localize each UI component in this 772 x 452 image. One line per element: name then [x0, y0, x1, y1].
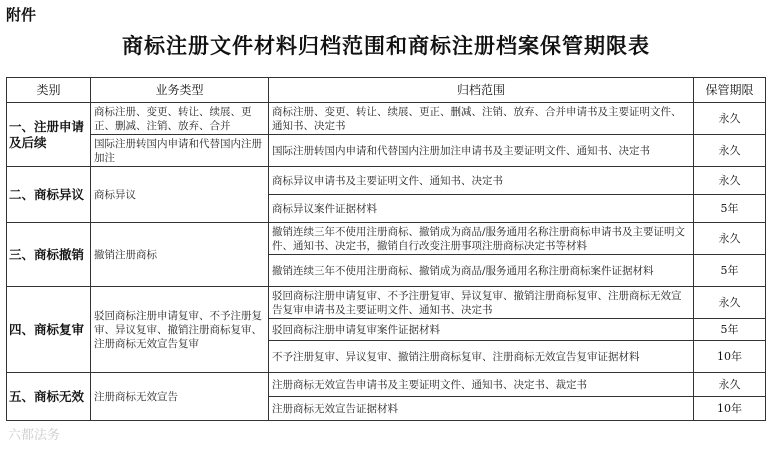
period-cell: 5年 [694, 195, 766, 223]
business-cell: 国际注册转国内申请和代替国内注册加注 [91, 135, 269, 167]
scope-cell: 注册商标无效宣告证据材料 [269, 397, 694, 421]
category-cell: 四、商标复审 [7, 287, 91, 373]
scope-cell: 国际注册转国内申请和代替国内注册加注申请书及主要证明文件、通知书、决定书 [269, 135, 694, 167]
table-row [7, 167, 766, 195]
scope-cell: 撤销连续三年不使用注册商标、撤销成为商品/服务通用名称注册商标案件证据材料 [269, 255, 694, 287]
header-archive-scope: 归档范围 [269, 78, 694, 103]
scope-cell: 商标注册、变更、转让、续展、更正、删减、注销、放弃、合并申请书及主要证明文件、通知书、决定书 [269, 103, 694, 135]
scope-cell: 商标异议案件证据材料 [269, 195, 694, 223]
period-cell: 永久 [694, 135, 766, 167]
scope-cell: 驳回商标注册申请复审、不予注册复审、异议复审、撤销注册商标复审、注册商标无效宣告复审申请书及主要证明文件、通知书、决定书 [269, 287, 694, 319]
attachment-label: 附件 [6, 6, 37, 24]
scope-cell: 撤销连续三年不使用注册商标、撤销成为商品/服务通用名称注册商标申请书及主要证明文件、通知书、决定书，撤销自行改变注册事项注册商标决定书等材料 [269, 223, 694, 255]
table-row [7, 287, 766, 319]
business-cell: 商标注册、变更、转让、续展、更正、删减、注销、放弃、合并 [91, 103, 269, 135]
business-cell: 注册商标无效宣告 [91, 373, 269, 421]
category-cell: 二、商标异议 [7, 167, 91, 223]
scope-cell: 注册商标无效宣告申请书及主要证明文件、通知书、决定书、裁定书 [269, 373, 694, 397]
category-cell: 三、商标撤销 [7, 223, 91, 287]
table-row [7, 103, 766, 135]
business-cell: 驳回商标注册申请复审、不予注册复审、异议复审、撤销注册商标复审、注册商标无效宣告复审 [91, 287, 269, 373]
table-header-row [7, 78, 766, 103]
table-row [7, 373, 766, 397]
category-cell: 一、注册申请及后续 [7, 103, 91, 167]
period-cell: 永久 [694, 287, 766, 319]
retention-table [6, 77, 766, 421]
page-title: 商标注册文件材料归档范围和商标注册档案保管期限表 [122, 33, 650, 58]
business-cell: 商标异议 [91, 167, 269, 223]
business-cell: 撤销注册商标 [91, 223, 269, 287]
period-cell: 永久 [694, 167, 766, 195]
header-retention: 保管期限 [694, 78, 766, 103]
header-category: 类别 [7, 78, 91, 103]
table-row [7, 135, 766, 167]
period-cell: 永久 [694, 103, 766, 135]
table-row [7, 223, 766, 255]
period-cell: 10年 [694, 341, 766, 373]
period-cell: 5年 [694, 255, 766, 287]
scope-cell: 商标异议申请书及主要证明文件、通知书、决定书 [269, 167, 694, 195]
scope-cell: 驳回商标注册申请复审案件证据材料 [269, 319, 694, 341]
category-cell: 五、商标无效 [7, 373, 91, 421]
header-business-type: 业务类型 [91, 78, 269, 103]
watermark: 六都法务 [8, 428, 61, 443]
scope-cell: 不予注册复审、异议复审、撤销注册商标复审、注册商标无效宣告复审证据材料 [269, 341, 694, 373]
period-cell: 5年 [694, 319, 766, 341]
period-cell: 永久 [694, 373, 766, 397]
period-cell: 10年 [694, 397, 766, 421]
period-cell: 永久 [694, 223, 766, 255]
